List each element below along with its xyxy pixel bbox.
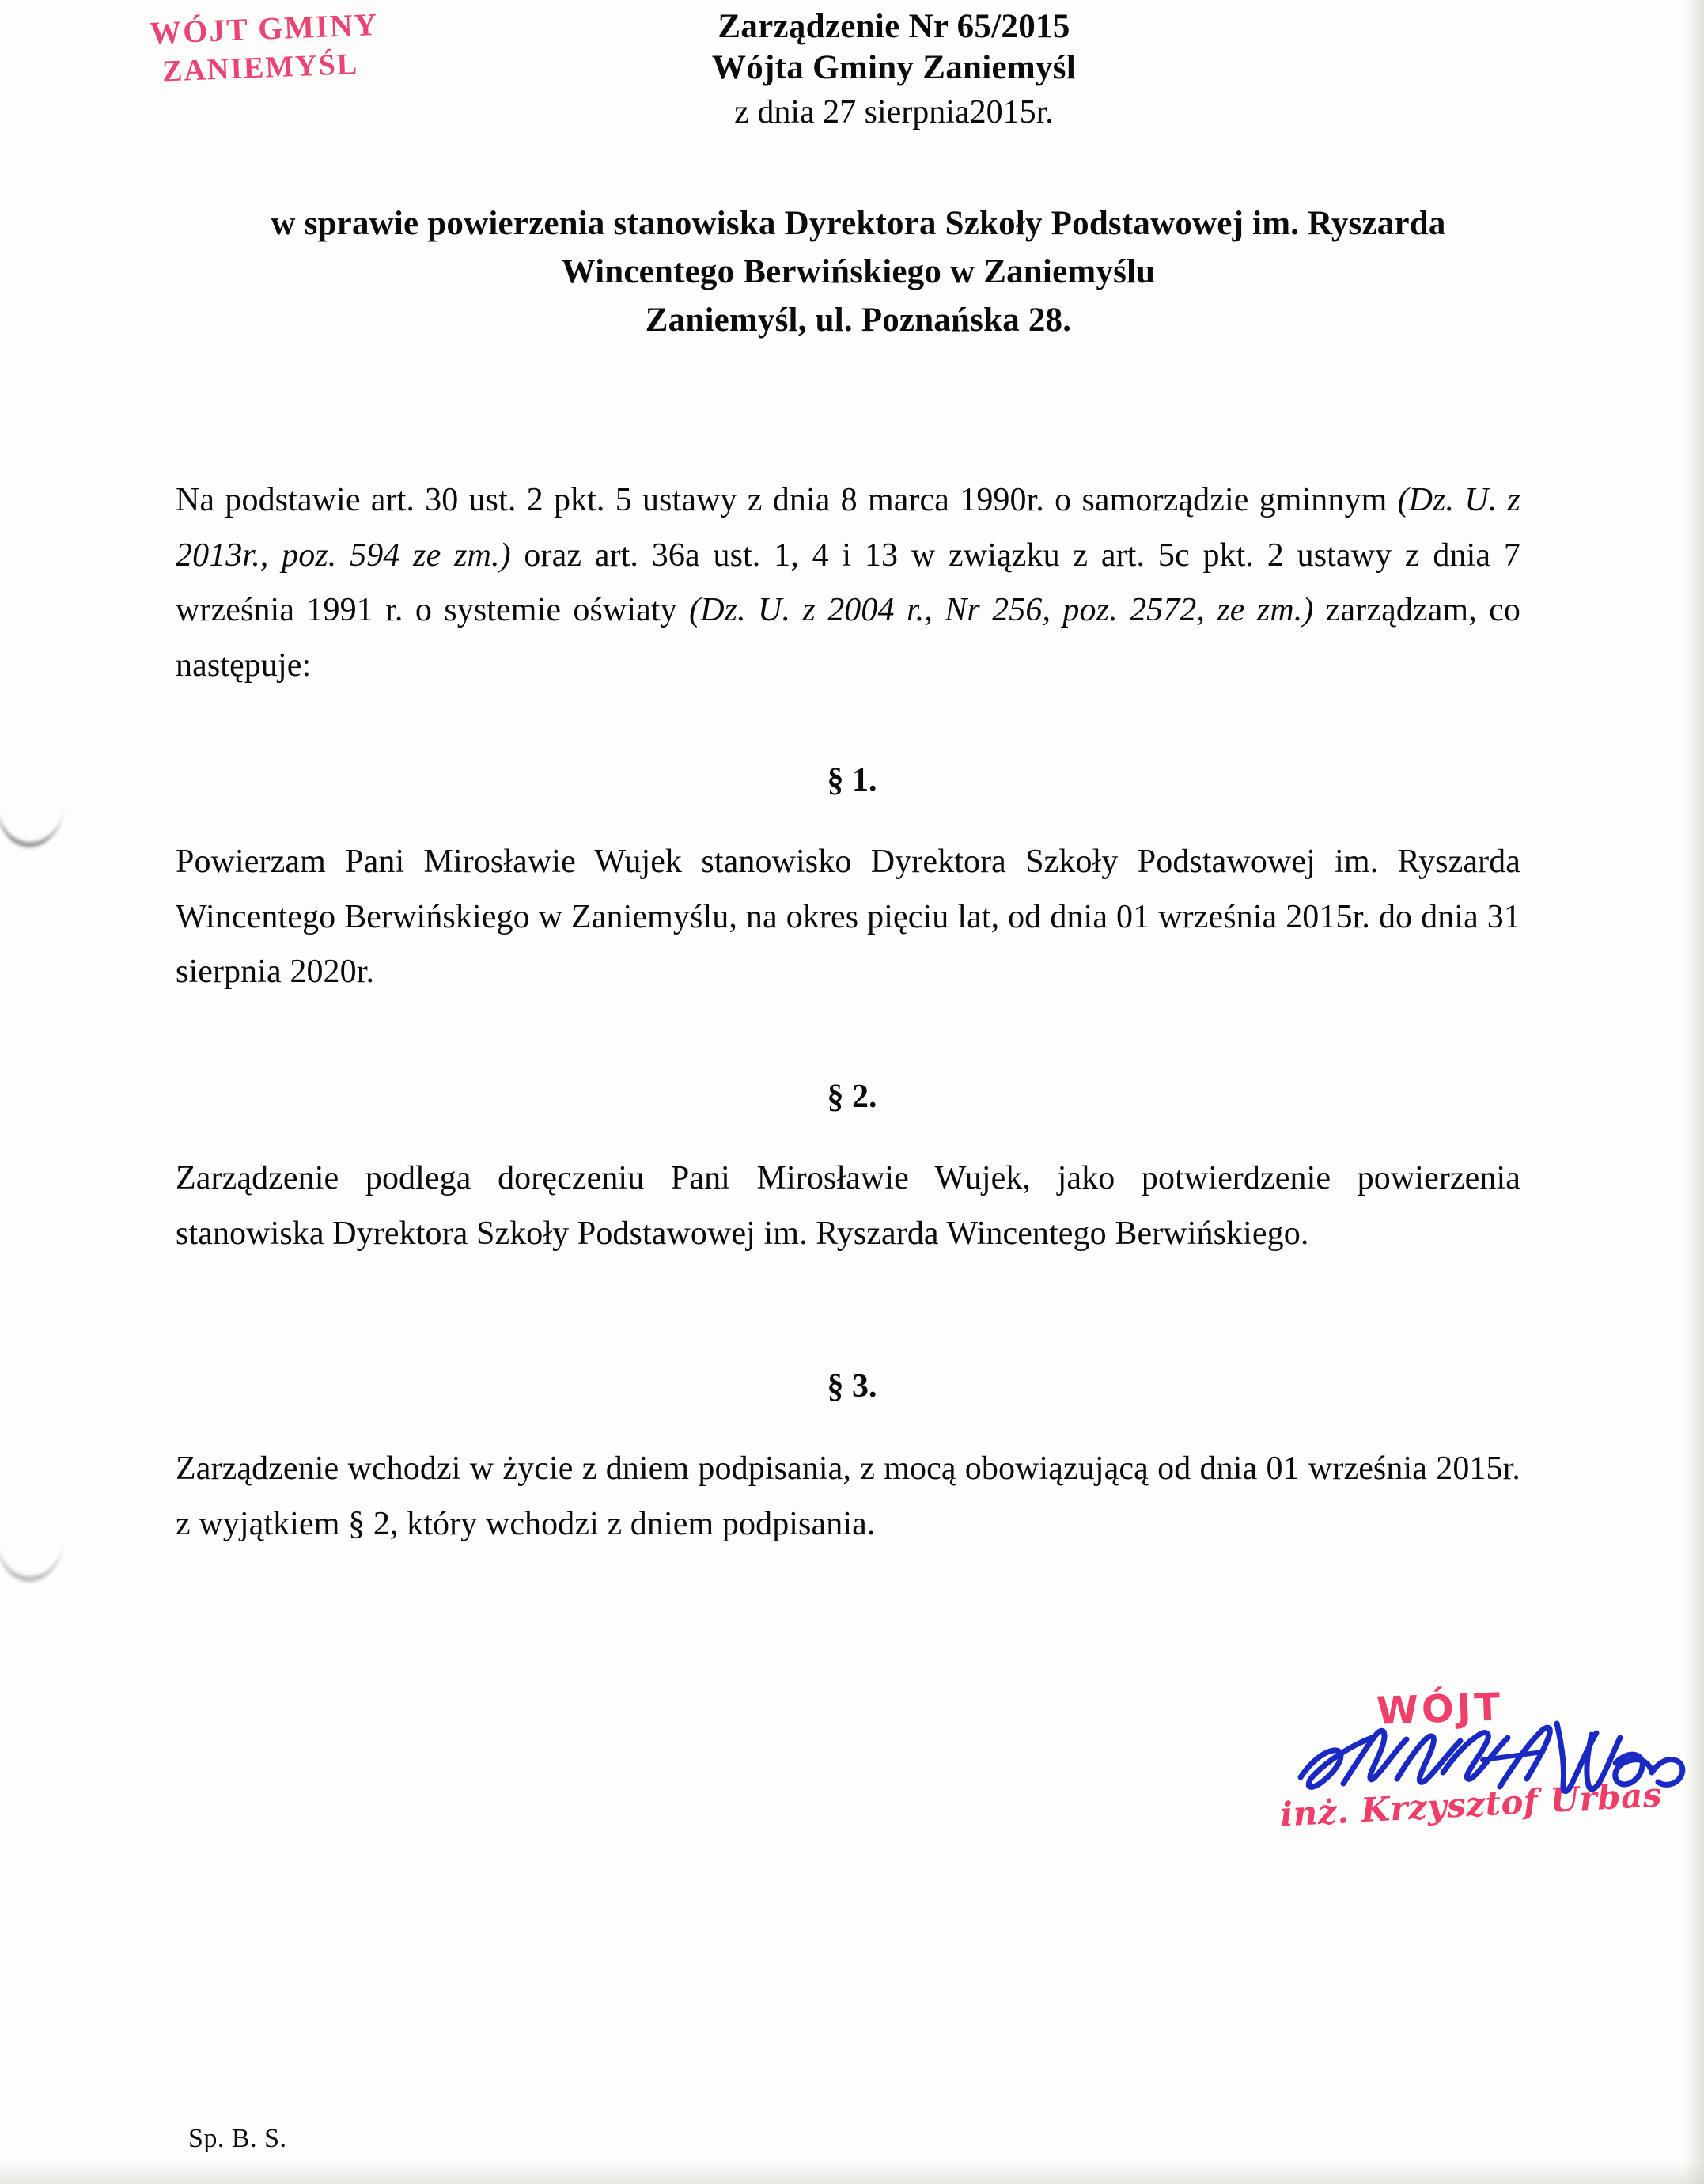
section-mark-2: § 2. [827,1079,877,1115]
legal-basis-citation-1: (Dz. U. z 2013r., poz. 594 ze zm.) [176,482,1520,574]
legal-basis-part-3: zarządzam, co następuje: [176,592,1520,684]
signature-block [1250,1678,1693,1860]
signature-stamp-title: WÓJT [1376,1685,1505,1734]
section-mark-3: § 3. [827,1368,877,1405]
subject-line-2: Wincentego Berwińskiego w Zaniemyślu [561,253,1156,291]
legal-basis-citation-2: (Dz. U. z 2004 r., Nr 256, poz. 2572, ze zm.) [689,592,1314,629]
legal-basis-part-2: oraz art. 36a ust. 1, 4 i 13 w związku z art. 5c pkt. 2 ustawy z dnia 7 września 1991 r. o systemie oświaty [176,537,1520,629]
office-stamp-line-1: WÓJT GMINY [149,6,380,51]
title-ordinance-number: Zarządzenie Nr 65/2015 [718,8,1070,45]
subject-line-1: w sprawie powierzenia stanowiska Dyrektora Szkoły Podstawowej im. Ryszarda [271,205,1446,242]
title-issue-date: z dnia 27 sierpnia2015r. [734,93,1054,131]
legal-basis-part-1: Na podstawie art. 30 ust. 2 pkt. 5 ustawy z dnia 8 marca 1990r. o samorządzie gminnym [176,482,1398,518]
document-subject [170,199,1547,344]
subject-address: Zaniemyśl, ul. Poznańska 28. [645,301,1072,339]
section-mark-1: § 1. [827,762,877,798]
document-title-block [554,6,1234,135]
office-stamp-line-2: ZANIEMYŚL [161,47,359,89]
office-stamp [149,0,484,92]
section-body-1: Powierzam Pani Mirosławie Wujek stanowisko Dyrektora Szkoły Podstawowej im. Ryszarda Wincentego Berwińskiego w Zaniemyślu, na okres pięciu lat, od dnia 01 września 2015r. do dnia 31 sierpnia 2020r. [176,844,1520,991]
section-body-3: Zarządzenie wchodzi w życie z dniem podpisania, z mocą obowiązującą od dnia 01 września 2015r. z wyjątkiem § 2, który wchodzi z dniem podpisania. [176,1450,1520,1542]
scan-page-curl-artifact-bottom [0,1525,65,1584]
section-body-2: Zarządzenie podlega doręczeniu Pani Mirosławie Wujek, jako potwierdzenie powierzenia stanowiska Dyrektora Szkoły Podstawowej im. Ryszarda Wincentego Berwińskiego. [176,1160,1520,1252]
title-issuing-authority: Wójta Gminy Zaniemyśl [711,49,1077,87]
footer-clerk-initials: Sp. B. S. [188,2124,287,2153]
signature-stamp-name: inż. Krzysztof Urbas [1279,1775,1664,1834]
legal-basis-paragraph [176,473,1520,694]
scan-edge-tint-bottom [0,2160,1704,2184]
